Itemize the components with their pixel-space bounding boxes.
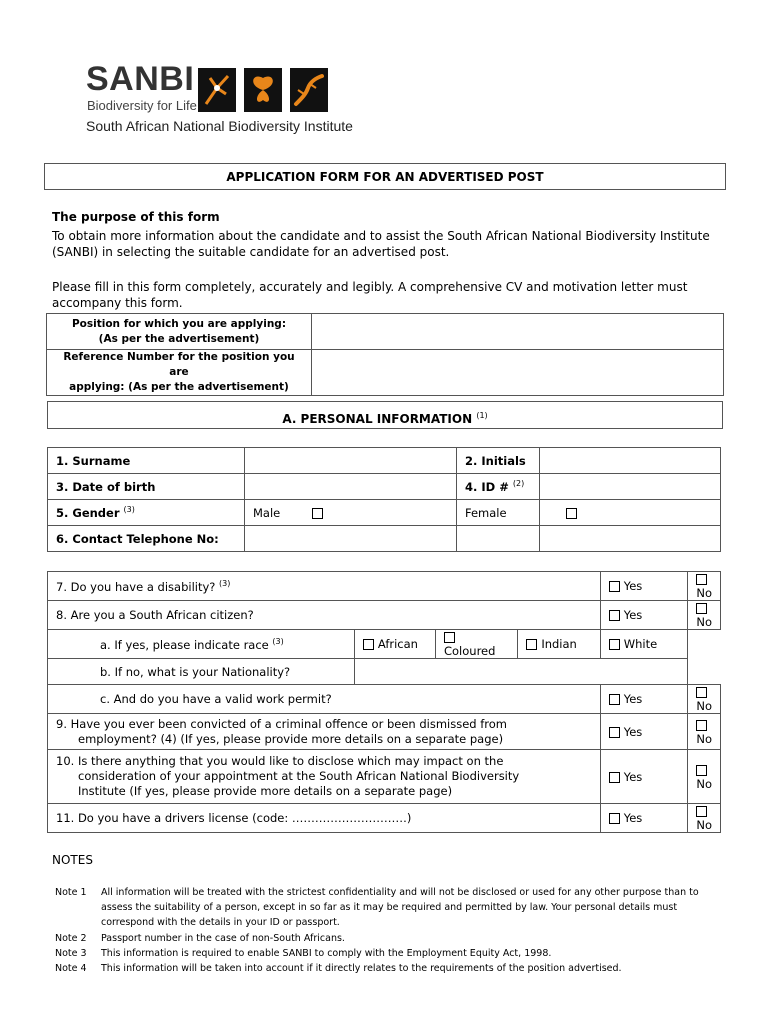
q11-yes-checkbox[interactable]	[609, 813, 620, 824]
id-field[interactable]	[540, 474, 721, 500]
notes-heading: NOTES	[52, 853, 93, 867]
race-coloured-cell: Coloured	[435, 630, 517, 659]
female-label: Female	[457, 500, 540, 526]
race-african-checkbox[interactable]	[363, 639, 374, 650]
q8c-label: c. And do you have a valid work permit?	[48, 685, 601, 714]
q11-no-checkbox[interactable]	[696, 806, 707, 817]
q7-no-cell: No	[688, 572, 721, 601]
q8-no-cell: No	[688, 601, 721, 630]
nationality-field[interactable]	[354, 659, 688, 685]
purpose-heading: The purpose of this form	[52, 210, 220, 224]
note-1-number: Note 1	[55, 887, 87, 898]
q7-no-checkbox[interactable]	[696, 574, 707, 585]
q10-label: 10. Is there anything that you would like to disclose which may impact on the consideration of your appointment at the South African National Biodiversity Institute (If yes, please provide more details on a separate page)	[48, 750, 601, 804]
q9-no-checkbox[interactable]	[696, 720, 707, 731]
initials-label: 2. Initials	[457, 448, 540, 474]
q7-yes-checkbox[interactable]	[609, 581, 620, 592]
initials-field[interactable]	[540, 448, 721, 474]
section-a-title: A. PERSONAL INFORMATION $^{(1)}$	[47, 401, 723, 429]
male-label: Male	[253, 505, 281, 520]
q9-no-cell: No	[688, 714, 721, 750]
logo-institute: South African National Biodiversity Institute	[86, 118, 353, 134]
q10-no-checkbox[interactable]	[696, 765, 707, 776]
q7-label: 7. Do you have a disability? $^{(3)}$	[48, 572, 601, 601]
q11-label: 11. Do you have a drivers license (code: …………………………)	[48, 804, 601, 833]
personal-info-table	[47, 447, 721, 552]
race-white-checkbox[interactable]	[609, 639, 620, 650]
q8c-yes-checkbox[interactable]	[609, 694, 620, 705]
gender-label: 5. Gender $^{(3)}$	[48, 500, 245, 526]
q7-yes-cell: Yes	[600, 572, 688, 601]
note-4-text: This information will be taken into account if it directly relates to the requirements of the position advertised.	[101, 963, 622, 974]
reference-field[interactable]	[312, 350, 724, 396]
q8c-yes-cell: Yes	[600, 685, 688, 714]
dob-field[interactable]	[245, 474, 457, 500]
race-indian-cell: Indian	[518, 630, 600, 659]
lizard-logo-icon	[290, 68, 328, 112]
note-1-text: All information will be treated with the strictest confidentiality and will not be disclosed or used for any other purpose than to assess the suitability of a person, except in so far as it may be required and permitted by law. Your personal details must correspond with the details in your ID or passport.	[101, 887, 699, 928]
note-4-number: Note 4	[55, 963, 87, 974]
q8b-label: b. If no, what is your Nationality?	[48, 659, 355, 685]
flower-logo-icon	[198, 68, 236, 112]
logo-tagline: Biodiversity for Life	[87, 98, 197, 113]
q8-yes-cell: Yes	[600, 601, 688, 630]
q11-yes-cell: Yes	[600, 804, 688, 833]
form-title: APPLICATION FORM FOR AN ADVERTISED POST	[44, 163, 726, 190]
butterfly-logo-icon	[244, 68, 282, 112]
purpose-text: To obtain more information about the candidate and to assist the South African National Biodiversity Institute (SANBI) in selecting the suitable candidate for an advertised post.	[52, 229, 710, 259]
phone-field-2[interactable]	[457, 526, 540, 552]
phone-field-3[interactable]	[540, 526, 721, 552]
position-field[interactable]	[312, 314, 724, 350]
q10-yes-cell: Yes	[600, 750, 688, 804]
logo-name: SANBI	[86, 60, 195, 98]
gender-male-cell	[245, 500, 457, 526]
gender-female-cell	[540, 500, 721, 526]
q9-label: 9. Have you ever been convicted of a criminal offence or been dismissed from employment? (4) (If yes, please provide more details on a separate page)	[48, 714, 601, 750]
note-3-number: Note 3	[55, 948, 87, 959]
q10-yes-checkbox[interactable]	[609, 772, 620, 783]
race-white-cell: White	[600, 630, 688, 659]
q9-yes-cell: Yes	[600, 714, 688, 750]
id-label: 4. ID # $^{(2)}$	[457, 474, 540, 500]
q8-yes-checkbox[interactable]	[609, 610, 620, 621]
q8-label: 8. Are you a South African citizen?	[48, 601, 601, 630]
q8c-no-checkbox[interactable]	[696, 687, 707, 698]
position-label: Position for which you are applying: (As per the advertisement)	[47, 314, 312, 350]
male-checkbox[interactable]	[312, 508, 323, 519]
questions-table	[47, 571, 721, 833]
q10-no-cell: No	[688, 750, 721, 804]
race-coloured-checkbox[interactable]	[444, 632, 455, 643]
phone-label: 6. Contact Telephone No:	[48, 526, 245, 552]
instructions-text: Please fill in this form completely, accurately and legibly. A comprehensive CV and motivation letter must accompany this form.	[52, 280, 688, 310]
race-indian-checkbox[interactable]	[526, 639, 537, 650]
q8c-no-cell: No	[688, 685, 721, 714]
surname-field[interactable]	[245, 448, 457, 474]
reference-label: Reference Number for the position you are applying: (As per the advertisement)	[47, 350, 312, 396]
note-2-number: Note 2	[55, 933, 87, 944]
q8a-label: a. If yes, please indicate race $^{(3)}$	[48, 630, 355, 659]
surname-label: 1. Surname	[48, 448, 245, 474]
q8-no-checkbox[interactable]	[696, 603, 707, 614]
phone-field-1[interactable]	[245, 526, 457, 552]
dob-label: 3. Date of birth	[48, 474, 245, 500]
note-3-text: This information is required to enable SANBI to comply with the Employment Equity Act, 1998.	[101, 948, 552, 959]
note-2-text: Passport number in the case of non-South Africans.	[101, 933, 345, 944]
race-african-cell: African	[354, 630, 435, 659]
position-table	[46, 313, 724, 396]
q9-yes-checkbox[interactable]	[609, 727, 620, 738]
female-checkbox[interactable]	[566, 508, 577, 519]
q11-no-cell: No	[688, 804, 721, 833]
